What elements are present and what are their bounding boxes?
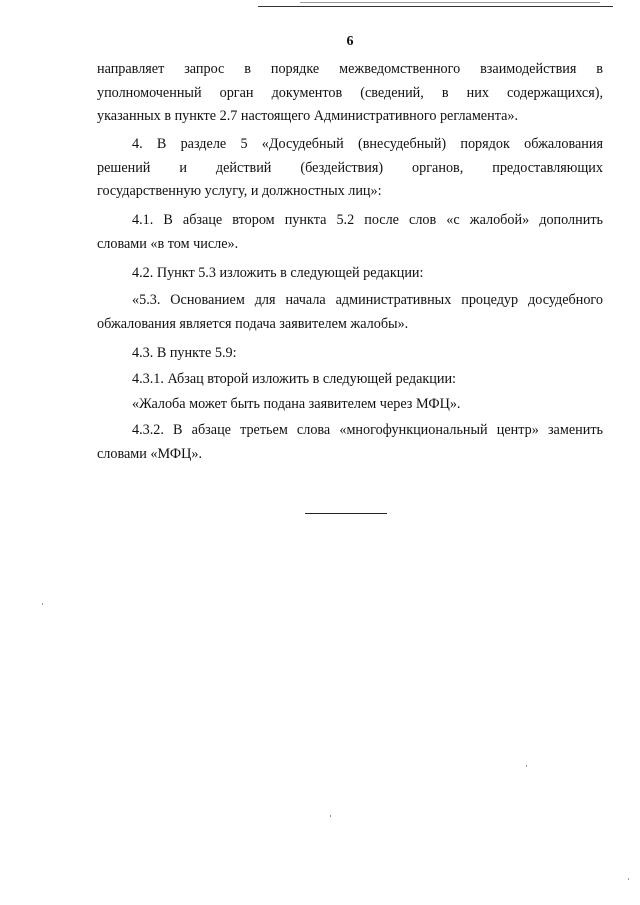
scan-speck: [628, 878, 629, 880]
text-line: решений и действий (бездействия) органов, предоставляющих: [97, 159, 603, 176]
paragraph-5-3-quote: [97, 289, 603, 336]
text-line: уполномоченный орган документов (сведений, в них содержащихся),: [97, 84, 603, 101]
paragraph-4-3: [97, 342, 603, 366]
text-line: 4. В разделе 5 «Досудебный (внесудебный) порядок обжалования: [132, 136, 603, 152]
paragraph-4-1: [97, 209, 603, 256]
scan-speck: [330, 815, 331, 817]
end-of-text-rule: [305, 513, 387, 514]
text-line: 4.3.2. В абзаце третьем слова «многофункциональный центр» заменить: [132, 422, 603, 438]
page-number: 6: [346, 34, 354, 49]
scan-speck: [526, 765, 527, 767]
paragraph-continuation: [97, 58, 603, 129]
scan-speck: [42, 603, 43, 605]
paragraph-section-4: [97, 133, 603, 204]
scan-artifact-line: [258, 6, 613, 7]
text-line: указанных в пункте 2.7 настоящего Административного регламента».: [97, 108, 519, 124]
text-line: направляет запрос в порядке межведомственного взаимодействия в: [97, 61, 603, 77]
text-line: 4.3. В пункте 5.9:: [132, 345, 237, 361]
text-line: государственную услугу, и должностных лиц»:: [97, 183, 382, 199]
text-line: 4.2. Пункт 5.3 изложить в следующей редакции:: [132, 265, 424, 281]
text-line: 4.3.1. Абзац второй изложить в следующей редакции:: [132, 371, 456, 387]
paragraph-4-3-2: [97, 419, 603, 466]
paragraph-4-3-1: [97, 368, 603, 392]
text-line: «Жалоба может быть подана заявителем через МФЦ».: [132, 396, 461, 412]
text-line: словами «в том числе».: [97, 235, 239, 252]
paragraph-4-2: [97, 262, 603, 286]
text-line: обжалования является подача заявителем жалобы».: [97, 315, 409, 332]
text-line: «5.3. Основанием для начала административных процедур досудебного: [132, 292, 603, 308]
text-line: 4.1. В абзаце втором пункта 5.2 после слов «с жалобой» дополнить: [132, 212, 603, 228]
paragraph-complaint-quote: [97, 393, 603, 417]
text-line: словами «МФЦ».: [97, 445, 203, 462]
scan-artifact-line: [300, 2, 600, 3]
